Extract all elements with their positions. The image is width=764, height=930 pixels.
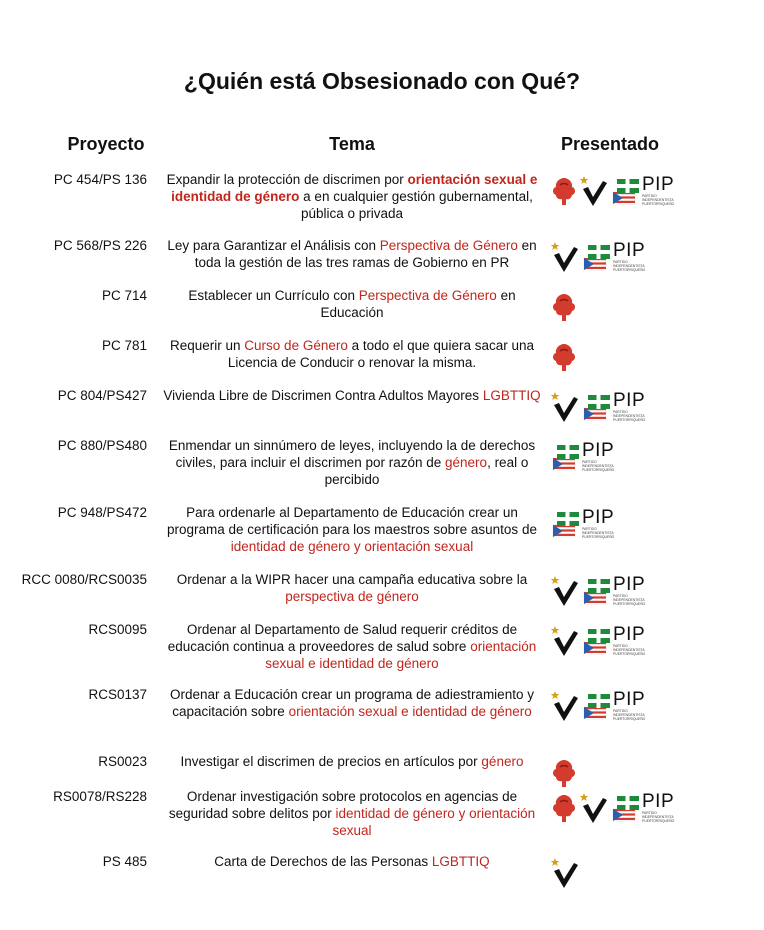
pip-logo-tagline: PARTIDO [613,709,628,713]
highlighted-term: LGBTTIQ [482,388,541,403]
presented-by [551,171,674,211]
pip-logo-tagline: PUERTORRIQUEÑO [582,535,615,539]
pip-logo-tagline: PUERTORRIQUEÑO [613,418,646,422]
project-code: PC 948/PS472 [57,505,147,520]
project-code: PS 485 [102,854,147,869]
project-code: PC 781 [101,338,147,353]
checkmark-logo-icon [580,792,608,824]
presented-by [551,337,577,377]
presented-by [551,287,577,327]
topic-text: Investigar el discrimen de precios en artículos por [180,754,482,769]
project-topic [160,686,544,720]
project-topic [160,788,544,839]
pip-logo-text: PIP [613,390,646,411]
topic-text: Vivienda Libre de Discrimen Contra Adultos Mayores [163,388,483,403]
pip-flag-icon [582,626,612,656]
presented-by [551,621,645,661]
pip-flag-icon [582,576,612,606]
project-code: PC 568/PS 226 [53,238,147,253]
pip-logo-text: PIP [613,624,646,645]
project-topic [160,853,544,870]
presented-by [551,571,645,611]
topic-text: Ley para Garantizar el Análisis con [167,238,380,253]
topic-text: a todo el que quiera sacar una Licencia de Conducir o renovar la misma. [227,338,534,370]
pip-logo [611,176,674,206]
highlighted-term: LGBTTIQ [431,854,490,869]
pip-logo [611,793,674,823]
pip-flag-icon [582,691,612,721]
presented-by [551,788,674,828]
highlighted-term: orientación sexual e identidad de género [171,172,538,204]
pip-logo-tagline: PARTIDO [613,260,628,264]
pip-logo-tagline: INDEPENDENTISTA [613,264,645,268]
project-topic [160,504,544,555]
project-topic [160,571,544,605]
rose-logo-icon [551,342,577,372]
header-presentado: Presentado [560,134,660,154]
pip-logo [582,691,645,721]
pip-logo-tagline: PUERTORRIQUEÑO [582,468,615,472]
topic-text: , real o percibido [324,455,529,487]
pip-logo-tagline: INDEPENDENTISTA [613,648,645,652]
checkmark-logo-icon [551,575,579,607]
rose-logo-icon [551,793,577,823]
checkmark-logo-icon [580,175,608,207]
pip-logo-text: PIP [582,507,615,528]
pip-logo [551,509,614,539]
checkmark-logo-icon [551,857,579,889]
topic-text: en toda la gestión de las tres ramas de Gobierno en PR [194,238,537,270]
pip-flag-icon [582,392,612,422]
topic-text: Ordenar investigación sobre protocolos en agencias de seguridad sobre delitos por [168,789,518,821]
topic-text: Para ordenarle al Departamento de Educación crear un programa de certificación para los maestros sobre asuntos de [167,505,537,537]
highlighted-term: identidad de género y orientación sexual [332,806,536,838]
topic-text: Carta de Derechos de las Personas [214,854,432,869]
project-code: RS0023 [98,754,147,769]
topic-text: Ordenar a la WIPR hacer una campaña educativa sobre la [176,572,528,587]
project-code: RS0078/RS228 [53,789,147,804]
topic-text: Ordenar a Educación crear un programa de adiestramiento y capacitación sobre [170,687,534,719]
project-topic [160,437,544,488]
presented-by [551,504,614,544]
project-code: PC 804/PS427 [57,388,147,403]
pip-logo [582,626,645,656]
topic-text: Ordenar al Departamento de Salud requerir créditos de educación continua a proveedores de salud sobre [167,622,518,654]
highlighted-term: orientación sexual e identidad de género [288,704,532,719]
highlighted-term: identidad de género y orientación sexual [230,539,474,554]
topic-text: Requerir un [170,338,245,353]
topic-text: en Educación [320,288,516,320]
presented-by [551,387,645,427]
pip-logo-tagline: INDEPENDENTISTA [613,414,645,418]
pip-logo-tagline: INDEPENDENTISTA [613,598,645,602]
project-topic [160,287,544,321]
pip-logo [551,442,614,472]
pip-logo-text: PIP [642,174,675,195]
pip-logo-tagline: PARTIDO [582,460,597,464]
pip-flag-icon [611,176,641,206]
checkmark-logo-icon [551,690,579,722]
pip-logo-tagline: PARTIDO [613,594,628,598]
header-proyecto: Proyecto [67,134,145,154]
topic-text: Establecer un Currículo con [188,288,359,303]
highlighted-term: género [445,455,488,470]
pip-flag-icon [551,509,581,539]
pip-logo-text: PIP [642,791,675,812]
highlighted-term: Curso de Género [244,338,348,353]
pip-logo-text: PIP [613,574,646,595]
pip-flag-icon [611,793,641,823]
pip-logo-tagline: PUERTORRIQUEÑO [642,819,675,823]
checkmark-logo-icon [551,241,579,273]
presented-by [551,437,614,477]
pip-logo-tagline: PARTIDO [582,527,597,531]
project-code: PC 880/PS480 [57,438,147,453]
project-topic [160,337,544,371]
pip-logo-tagline: PUERTORRIQUEÑO [613,652,646,656]
pip-logo [582,242,645,272]
pip-logo-tagline: INDEPENDENTISTA [642,198,674,202]
pip-logo-tagline: INDEPENDENTISTA [582,464,614,468]
page-title: ¿Quién está Obsesionado con Qué? [183,68,581,94]
highlighted-term: Perspectiva de Género [358,288,497,303]
pip-logo-text: PIP [582,440,615,461]
rose-logo-icon [551,292,577,322]
project-code: RCC 0080/RCS0035 [21,572,147,587]
pip-logo-tagline: PUERTORRIQUEÑO [642,202,675,206]
project-code: PC 454/PS 136 [53,172,147,187]
presented-by [551,237,645,277]
presented-by [551,753,577,793]
presented-by [551,686,645,726]
project-topic [160,753,544,770]
topic-text: Expandir la protección de discrimen por [166,172,408,187]
pip-logo-tagline: INDEPENDENTISTA [582,531,614,535]
pip-logo-tagline: INDEPENDENTISTA [642,815,674,819]
header-tema: Tema [329,134,375,154]
project-topic [160,387,544,404]
rose-logo-icon [551,758,577,788]
highlighted-term: Perspectiva de Género [379,238,518,253]
project-topic [160,171,544,222]
pip-logo-tagline: PARTIDO [642,811,657,815]
pip-flag-icon [551,442,581,472]
highlighted-term: perspectiva de género [285,589,419,604]
pip-logo [582,576,645,606]
pip-logo-tagline: PARTIDO [613,410,628,414]
topic-text: a en cualquier gestión gubernamental, pública o privada [299,189,533,221]
pip-logo-tagline: PUERTORRIQUEÑO [613,717,646,721]
highlighted-term: orientación sexual e identidad de género [265,639,537,671]
pip-logo-text: PIP [613,240,646,261]
project-code: RCS0137 [88,687,147,702]
project-topic [160,621,544,672]
pip-logo-tagline: PUERTORRIQUEÑO [613,602,646,606]
project-topic [160,237,544,271]
rose-logo-icon [551,176,577,206]
pip-logo-tagline: PUERTORRIQUEÑO [613,268,646,272]
pip-logo-tagline: PARTIDO [613,644,628,648]
project-code: PC 714 [101,288,147,303]
presented-by [551,853,579,893]
checkmark-logo-icon [551,391,579,423]
pip-logo-tagline: INDEPENDENTISTA [613,713,645,717]
pip-flag-icon [582,242,612,272]
project-code: RCS0095 [88,622,147,637]
topic-text: Enmendar un sinnúmero de leyes, incluyendo la de derechos civiles, para incluir el discrimen por razón de [168,438,536,470]
highlighted-term: género [481,754,524,769]
pip-logo-text: PIP [613,689,646,710]
checkmark-logo-icon [551,625,579,657]
pip-logo [582,392,645,422]
pip-logo-tagline: PARTIDO [642,194,657,198]
